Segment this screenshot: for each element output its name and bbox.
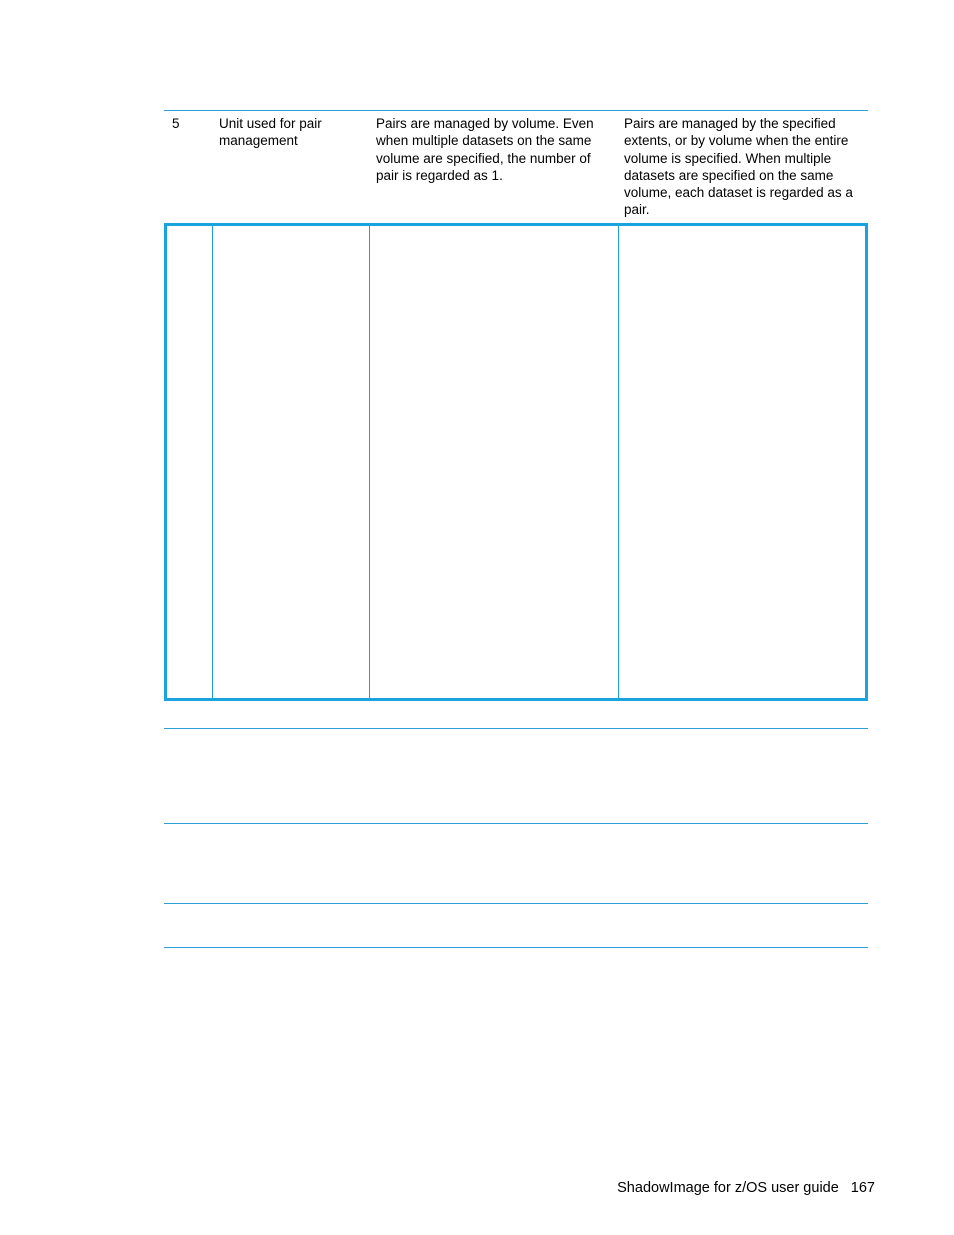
footer-page-number: 167 (850, 1180, 875, 1196)
table-row-rule (164, 903, 868, 904)
table-bottom-rule (164, 947, 868, 948)
row-column-a-text: Pairs are managed by volume. Even when multiple datasets on the same volume are specified, the number of pair is regarded as 1. (376, 116, 594, 183)
column-divider-3 (618, 226, 619, 698)
row-number: 5 (172, 116, 180, 131)
table-row (164, 111, 868, 223)
table-row-rule (164, 728, 868, 729)
row-item-label: Unit used for pair management (219, 116, 322, 149)
footer-document-title: ShadowImage for z/OS user guide (617, 1180, 839, 1196)
column-divider-1 (212, 226, 213, 698)
page-footer (617, 1180, 875, 1196)
row-column-b-text: Pairs are managed by the specified extents, or by volume when the entire volume is specified. When multiple datasets are specified on the same volume, each dataset is regarded as a pair. (624, 116, 853, 218)
highlighted-empty-table-region (164, 223, 868, 701)
column-divider-2 (369, 226, 370, 698)
table-row-rule (164, 823, 868, 824)
